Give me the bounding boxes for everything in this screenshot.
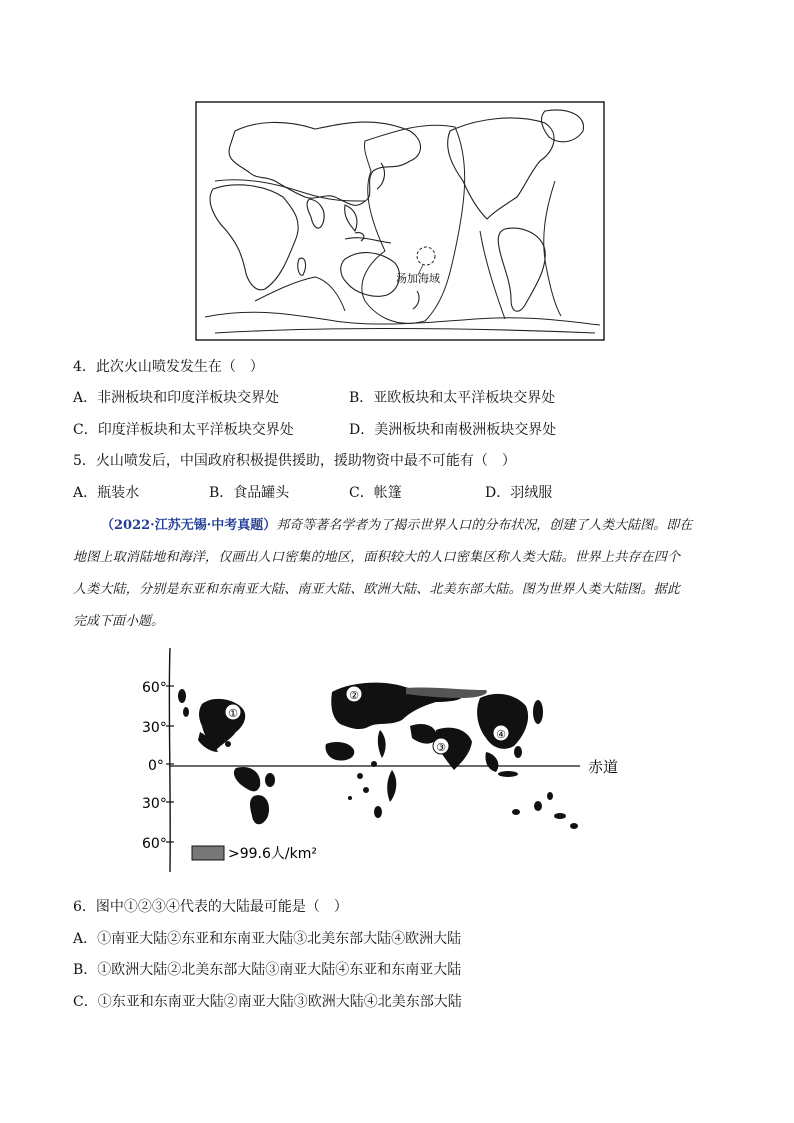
q5-option-b[interactable]: B．食品罐头 (209, 485, 290, 501)
region-west-coast (178, 689, 186, 703)
q4-stem: 4．此次火山喷发发生在（ ） (73, 359, 264, 375)
region-australia-3 (547, 792, 553, 800)
q4-option-b[interactable]: B．亚欧板块和太平洋板块交界处 (349, 390, 556, 406)
region-misc-3 (348, 796, 352, 800)
q5-stem: 5．火山喷发后，中国政府积极提供援助，援助物资中最不可能有（ ） (73, 453, 516, 469)
region-pacific-coast (183, 707, 189, 717)
human-continents-figure (140, 640, 630, 880)
passage (73, 510, 723, 638)
passage-text-1: 邦奇等著名学者为了揭示世界人口的分布状况，创建了人类大陆图。即在 (276, 518, 693, 533)
plate-map-figure (195, 101, 605, 341)
region-se-asia (485, 752, 498, 772)
marker-4: ④ (496, 728, 506, 741)
region-misc-1 (357, 773, 363, 779)
passage-source: （2022·江苏无锡·中考真题） (101, 518, 277, 533)
q6-option-a[interactable]: A．①南亚大陆②东亚和东南亚大陆③北美东部大陆④欧洲大陆 (73, 931, 462, 947)
region-brazil-coast (265, 773, 275, 787)
lat-label-60s: 60° (142, 836, 167, 852)
human-continents-svg (140, 640, 630, 880)
legend-text: >99.6人/km² (228, 846, 317, 862)
region-east-africa (387, 770, 396, 802)
region-misc-5 (225, 741, 231, 747)
region-middle-east (410, 724, 437, 744)
passage-line-1 (73, 510, 723, 542)
region-australia-2 (534, 801, 542, 811)
region-south-america-n (234, 767, 260, 791)
region-nile (378, 730, 386, 758)
q6-option-c[interactable]: C．①东亚和东南亚大陆②南亚大陆③欧洲大陆④北美东部大陆 (73, 994, 462, 1010)
marker-3: ③ (436, 741, 446, 754)
passage-line-2: 地图上取消陆地和海洋，仅画出人口密集的地区，面积较大的人口密集区称人类大陆。世界上共存在四个 (73, 550, 681, 565)
passage-line-3: 人类大陆，分别是东亚和东南亚大陆、南亚大陆、欧洲大陆、北美东部大陆。图为世界人类大陆图。据此 (73, 582, 681, 597)
region-australia-4 (554, 813, 566, 819)
dense-regions (178, 683, 578, 829)
q5-option-a[interactable]: A．瓶装水 (73, 485, 140, 501)
q4-option-c[interactable]: C．印度洋板块和太平洋板块交界处 (73, 422, 294, 438)
map-frame (196, 102, 604, 340)
tonga-label: 汤加海域 (396, 272, 440, 285)
q4-option-a[interactable]: A．非洲板块和印度洋板块交界处 (73, 390, 280, 406)
legend-swatch (192, 846, 224, 860)
marker-1: ① (228, 707, 238, 720)
region-misc-2 (371, 761, 377, 767)
region-philippines (514, 746, 522, 758)
equator-label: 赤道 (588, 758, 619, 776)
region-new-zealand (570, 823, 578, 829)
passage-line-4: 完成下面小题。 (73, 614, 165, 629)
q6-stem: 6．图中①②③④代表的大陆最可能是（ ） (73, 899, 348, 915)
region-java (498, 771, 518, 777)
lat-label-30n: 30° (142, 720, 167, 736)
region-australia-1 (512, 809, 520, 815)
region-japan (533, 700, 543, 724)
latitude-axis (169, 648, 170, 872)
region-misc-4 (207, 717, 213, 723)
region-africa-south (374, 806, 382, 818)
region-south-america-s (250, 795, 269, 824)
marker-2: ② (349, 689, 359, 702)
plate-map-svg (195, 101, 605, 341)
q5-option-c[interactable]: C．帐篷 (349, 485, 402, 501)
lat-label-30s: 30° (142, 796, 167, 812)
lat-label-0: 0° (148, 758, 164, 774)
q4-option-d[interactable]: D．美洲板块和南极洲板块交界处 (349, 422, 557, 438)
lat-label-60n: 60° (142, 680, 167, 696)
region-west-africa (325, 742, 354, 761)
q5-option-d[interactable]: D．羽绒服 (485, 485, 553, 501)
region-africa-dot (363, 787, 369, 793)
q6-option-b[interactable]: B．①欧洲大陆②北美东部大陆③南亚大陆④东亚和东南亚大陆 (73, 962, 462, 978)
